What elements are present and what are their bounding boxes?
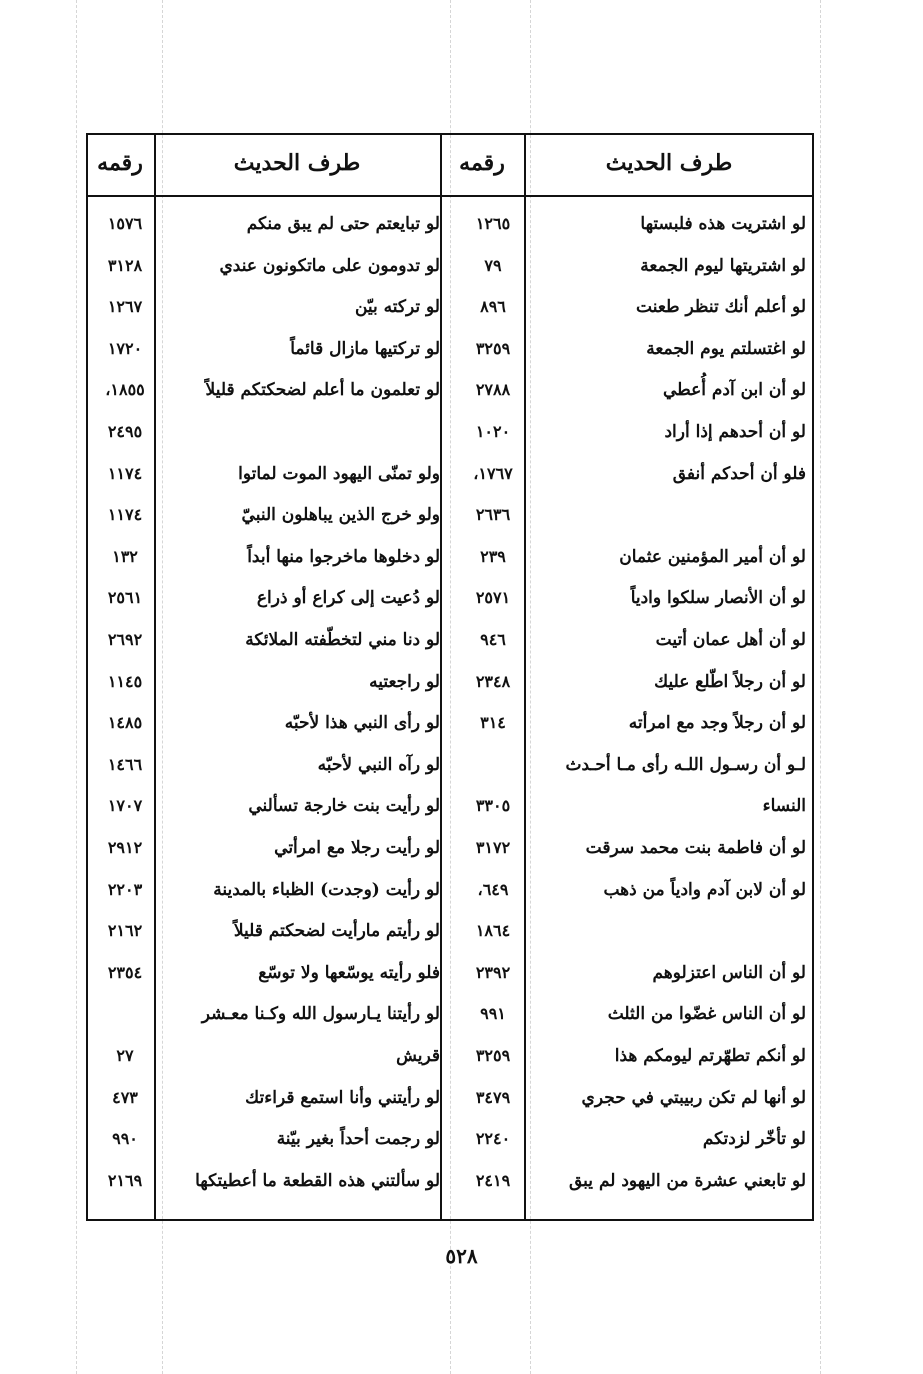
hadith-number-left: ١٤٨٥ xyxy=(107,713,143,733)
table-row xyxy=(86,370,814,410)
hadith-number-left: ٢١٦٩ xyxy=(107,1170,143,1190)
hadith-start-left: لو تعلمون ما أعلم لضحكتكم قليلاً xyxy=(205,380,440,401)
table-row xyxy=(86,786,814,826)
hadith-number-right: ٢٣٤٨ xyxy=(475,671,511,691)
hadith-start-right: لو أن الناس اعتزلوهم xyxy=(652,962,806,983)
hadith-start-left: فلو رأيته يوسّعها ولا توسّع xyxy=(258,962,440,983)
hadith-start-left: لو رأيت رجلا مع امرأتي xyxy=(274,838,440,858)
hadith-number-right: ٢٢٤٠ xyxy=(475,1129,511,1149)
table-row xyxy=(86,1078,814,1118)
header-hadith-left: طرف الحديث xyxy=(233,150,361,176)
hadith-start-right: لو تأخّر لزدتكم xyxy=(702,1129,806,1150)
hadith-start-left: ولو خرج الذين يباهلون النبيّ xyxy=(241,505,440,526)
table-row xyxy=(86,620,814,660)
hadith-number-right: ٩٤٦ xyxy=(480,630,506,649)
table-row xyxy=(86,870,814,910)
hadith-number-left: ٢٢٠٣ xyxy=(107,879,143,899)
scan-artifact-line xyxy=(820,0,821,1374)
hadith-number-left: ٣١٢٨ xyxy=(107,255,143,275)
hadith-number-right: ٨٩٦ xyxy=(480,297,506,317)
hadith-number-left: ١٣٢ xyxy=(112,546,138,566)
table-row xyxy=(86,329,814,369)
hadith-start-right: لو أن لابن آدم وادياً من ذهب xyxy=(603,879,806,900)
hadith-start-left: لو رأيت (وجدت) الظباء بالمدينة xyxy=(213,879,440,900)
hadith-number-right: ٧٩ xyxy=(484,255,502,275)
hadith-number-right: ٣٣٠٥ xyxy=(475,796,511,816)
hadith-number-right xyxy=(452,745,534,785)
hadith-start-right: لو اغتسلتم يوم الجمعة xyxy=(646,338,806,359)
scan-artifact-line xyxy=(76,0,77,1374)
hadith-number-right: ١٢٦٥ xyxy=(475,214,511,233)
hadith-number-left: ٢٥٦١ xyxy=(107,588,143,608)
hadith-number-right: ٢٥٧١ xyxy=(475,588,511,608)
table-row xyxy=(86,246,814,286)
hadith-number-left: ٤٧٣ xyxy=(112,1087,138,1107)
hadith-start-left: لو تبايعتم حتى لم يبق منكم xyxy=(246,214,440,234)
hadith-number-left: ١٧٠٧ xyxy=(107,796,143,816)
hadith-number-left: ١٥٧٦ xyxy=(107,214,143,233)
hadith-number-left: ١٧٢٠ xyxy=(107,338,143,358)
hadith-start-right: لـو أن رسـول اللـه رأى مـا أحـدث xyxy=(565,754,806,775)
hadith-start-left: لو تدومون على ماتكونون عندي xyxy=(219,255,440,276)
table-row xyxy=(86,287,814,327)
table-row xyxy=(86,745,814,785)
table-row xyxy=(86,703,814,743)
header-number-left: رقمه xyxy=(97,150,143,176)
hadith-start-right: لو أن الأنصار سلكوا وادياً xyxy=(630,588,806,609)
hadith-number-left: ٢٧ xyxy=(116,1046,134,1065)
hadith-number-right: ٩٩١ xyxy=(480,1004,506,1024)
hadith-start-right: لو أن أمير المؤمنين عثمان xyxy=(619,546,806,567)
hadith-start-left xyxy=(170,412,440,452)
table-row xyxy=(86,1036,814,1076)
hadith-start-right: فلو أن أحدكم أنفق xyxy=(672,463,806,484)
hadith-number-right: ٢٣٩٢ xyxy=(475,962,511,982)
hadith-number-right: ٣١٤ xyxy=(480,713,506,733)
hadith-start-left: لو دُعيت إلى كراع أو ذراع xyxy=(256,588,440,609)
hadith-start-right: لو أنها لم تكن ربيبتي في حجري xyxy=(581,1087,806,1108)
hadith-number-right: ١٧٦٧، xyxy=(473,463,513,483)
hadith-number-right: ٢٤١٩ xyxy=(475,1170,511,1190)
table-row xyxy=(86,953,814,993)
header-number-right: رقمه xyxy=(459,150,505,176)
hadith-start-left: لو تركتيها مازال قائماً xyxy=(290,338,440,359)
hadith-number-left: ٢٣٥٤ xyxy=(107,962,143,982)
hadith-start-right xyxy=(536,911,806,951)
hadith-number-right: ٣١٧٢ xyxy=(475,838,511,857)
hadith-number-left: ١٤٦٦ xyxy=(107,754,143,774)
hadith-number-right: ٦٤٩، xyxy=(477,879,509,899)
hadith-start-left: ولو تمنّى اليهود الموت لماتوا xyxy=(238,463,440,484)
hadith-start-left: لو رأيتنا يـارسول الله وكـنا معـشر xyxy=(201,1004,440,1025)
hadith-start-left: لو تركته بيّن xyxy=(354,297,440,318)
table-row xyxy=(86,1161,814,1201)
hadith-number-left: ٩٩٠ xyxy=(112,1129,138,1149)
hadith-start-left: لو راجعتيه xyxy=(369,671,440,692)
hadith-number-right: ١٨٦٤ xyxy=(475,921,511,941)
hadith-number-left: ٢٤٩٥ xyxy=(107,422,143,441)
hadith-start-right: لو أنكم تطهّرتم ليومكم هذا xyxy=(614,1046,806,1066)
hadith-start-right: لو اشتريتها ليوم الجمعة xyxy=(640,255,806,276)
hadith-start-right: لو أن فاطمة بنت محمد سرقت xyxy=(585,838,806,858)
hadith-number-left xyxy=(88,994,162,1034)
header-divider xyxy=(86,195,814,197)
hadith-start-right: لو أن أحدهم إذا أراد xyxy=(664,422,806,442)
hadith-number-right: ٢٦٣٦ xyxy=(475,505,511,525)
hadith-number-right: ٢٣٩ xyxy=(480,546,506,566)
table-row xyxy=(86,1119,814,1159)
header-hadith-right: طرف الحديث xyxy=(605,150,733,176)
hadith-start-right: لو أن ابن آدم أُعطي xyxy=(662,380,806,401)
table-row xyxy=(86,994,814,1034)
hadith-number-left: ٢٦٩٢ xyxy=(107,630,143,649)
hadith-start-left: لو رأيتم مارأيت لضحكتم قليلاً xyxy=(233,921,440,942)
hadith-number-right: ٣٢٥٩ xyxy=(475,338,511,358)
hadith-number-right: ٣٢٥٩ xyxy=(475,1046,511,1065)
hadith-start-right: لو تابعني عشرة من اليهود لم يبق xyxy=(568,1170,806,1191)
hadith-start-right: النساء xyxy=(762,796,806,817)
table-row xyxy=(86,204,814,244)
hadith-number-left: ١١٤٥ xyxy=(107,671,143,691)
hadith-number-right: ١٠٢٠ xyxy=(475,422,511,441)
table-row xyxy=(86,537,814,577)
hadith-number-left: ٢٩١٢ xyxy=(107,838,143,857)
hadith-start-left: لو دخلوها ماخرجوا منها أبداً xyxy=(247,546,440,567)
hadith-start-left: لو رجمت أحداً بغير بيّنة xyxy=(276,1129,440,1150)
hadith-start-left: لو سألتني هذه القطعة ما أعطيتكها xyxy=(195,1170,440,1191)
hadith-number-left: ١٢٦٧ xyxy=(107,297,143,317)
table-row xyxy=(86,454,814,494)
hadith-start-right: لو أن أهل عمان أتيت xyxy=(655,630,806,650)
hadith-start-right: لو أن رجلاً اطّلع عليك xyxy=(654,671,806,692)
hadith-start-right: لو اشتريت هذه فلبستها xyxy=(640,214,806,234)
hadith-number-left: ١١٧٤ xyxy=(107,463,143,483)
table-row xyxy=(86,412,814,452)
table-row xyxy=(86,828,814,868)
hadith-start-left: لو رآه النبي لأحبّه xyxy=(317,754,440,775)
hadith-start-left: لو رأى النبي هذا لأحبّه xyxy=(284,713,440,734)
hadith-start-right xyxy=(536,495,806,535)
hadith-start-right: لو أعلم أنك تنظر طعنت xyxy=(636,297,806,318)
hadith-number-right: ٣٤٧٩ xyxy=(475,1087,511,1107)
hadith-start-left: لو رأيت بنت خارجة تسألني xyxy=(248,796,440,817)
table-row xyxy=(86,578,814,618)
hadith-number-left: ١٨٥٥، xyxy=(105,380,145,400)
page-number: ٥٢٨ xyxy=(445,1244,478,1268)
table-row xyxy=(86,495,814,535)
hadith-start-left: لو رأيتني وأنا استمع قراءتك xyxy=(245,1087,440,1108)
hadith-number-left: ١١٧٤ xyxy=(107,505,143,525)
hadith-number-right: ٢٧٨٨ xyxy=(475,380,511,400)
hadith-start-left: قريش xyxy=(396,1046,440,1066)
hadith-start-right: لو أن رجلاً وجد مع امرأته xyxy=(628,713,806,734)
table-row xyxy=(86,662,814,702)
hadith-start-left: لو دنا مني لتخطّفته الملائكة xyxy=(245,630,440,650)
hadith-number-left: ٢١٦٢ xyxy=(107,921,143,941)
table-row xyxy=(86,911,814,951)
hadith-start-right: لو أن الناس غضّوا من الثلث xyxy=(607,1004,806,1025)
